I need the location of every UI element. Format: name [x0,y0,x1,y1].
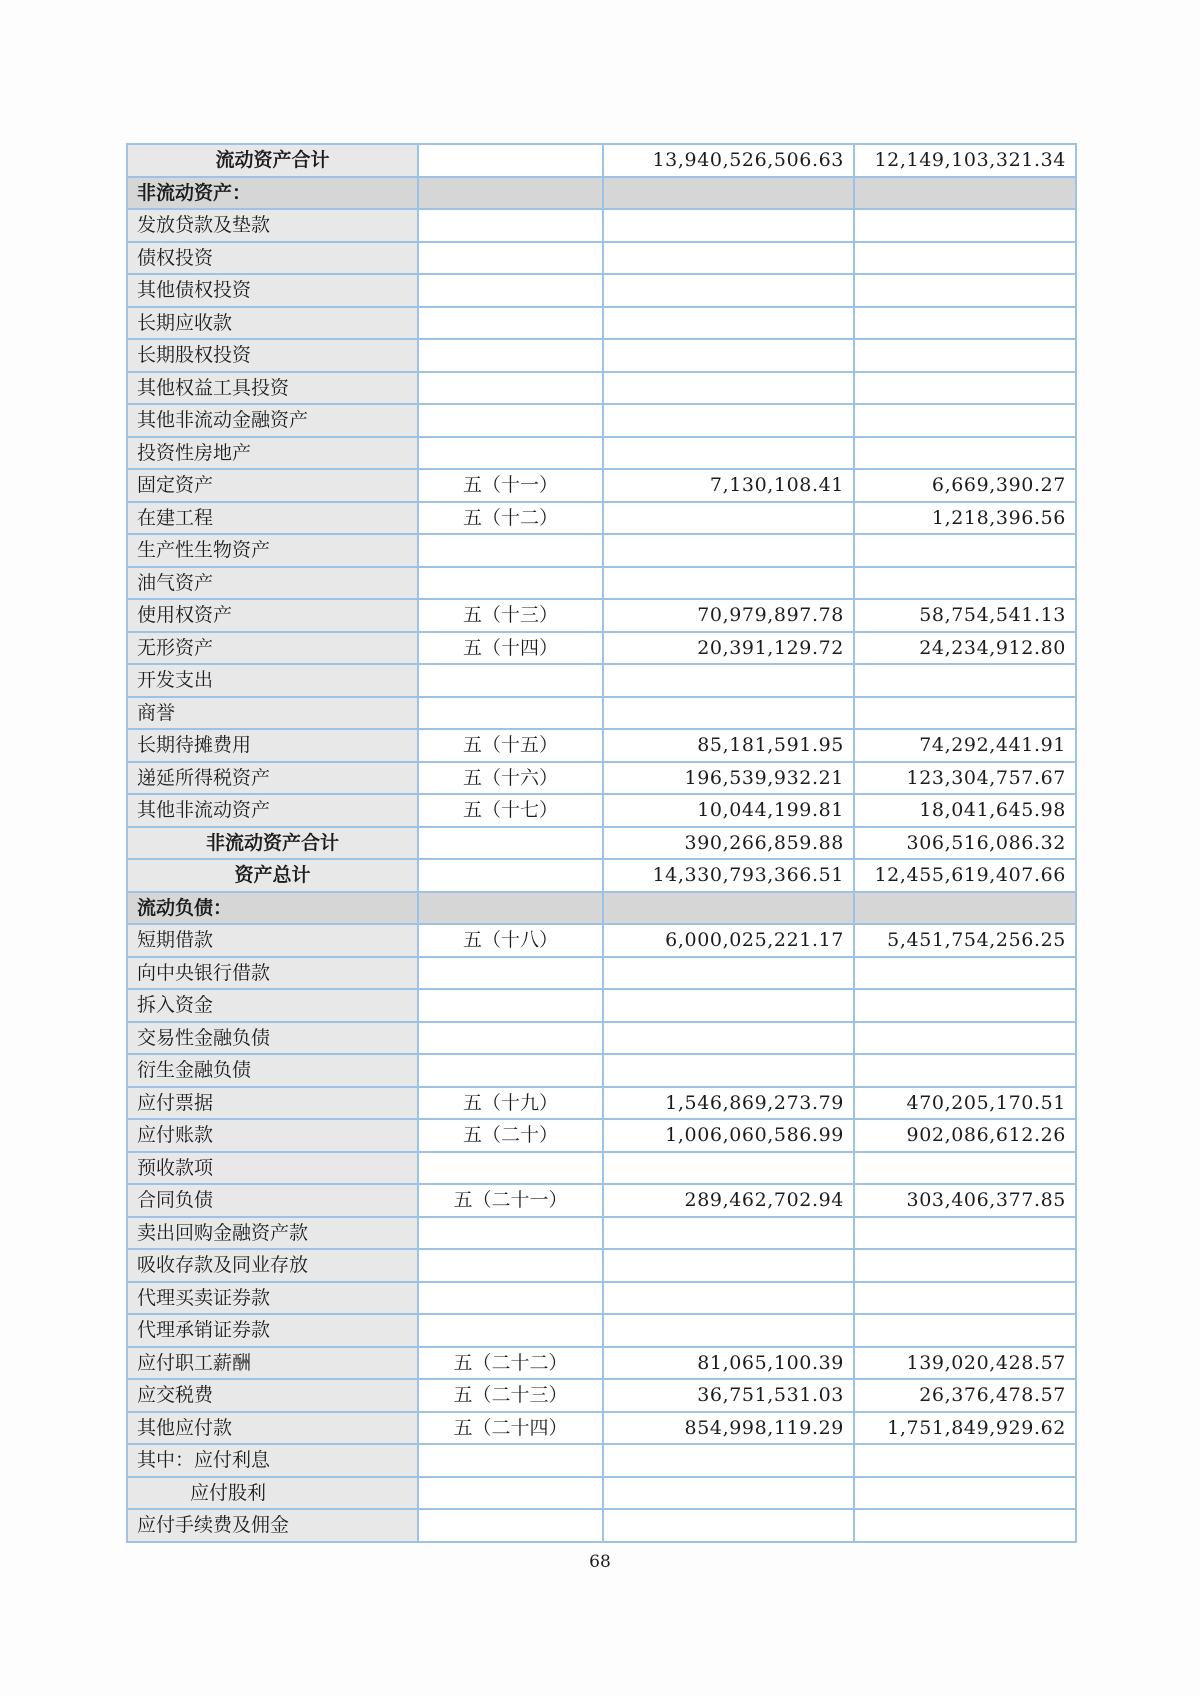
row-value-prior: 306,516,086.32 [854,827,1076,860]
table-row [127,729,1076,762]
table-row [127,1022,1076,1055]
row-note-ref [418,1314,603,1347]
row-note-ref [418,307,603,340]
table-row [127,404,1076,437]
table-row [127,1119,1076,1152]
row-value-prior: 12,149,103,321.34 [854,144,1076,177]
row-value-prior [854,242,1076,275]
row-note-ref: 五（十五） [418,729,603,762]
row-item-label: 递延所得税资产 [127,762,418,795]
row-value-current [603,339,854,372]
table-row [127,1087,1076,1120]
row-note-ref: 五（十六） [418,762,603,795]
row-item-label: 交易性金融负债 [127,1022,418,1055]
row-value-prior: 123,304,757.67 [854,762,1076,795]
row-value-current: 10,044,199.81 [603,794,854,827]
row-item-label: 流动负债： [127,892,418,925]
row-item-label: 应交税费 [127,1379,418,1412]
table-row [127,1379,1076,1412]
row-value-prior [854,1152,1076,1185]
row-value-current [603,892,854,925]
row-value-current [603,1249,854,1282]
row-value-prior [854,1022,1076,1055]
row-value-prior: 5,451,754,256.25 [854,924,1076,957]
row-note-ref [418,957,603,990]
row-item-label: 长期股权投资 [127,339,418,372]
row-item-label: 卖出回购金融资产款 [127,1217,418,1250]
row-note-ref: 五（十九） [418,1087,603,1120]
table-row [127,437,1076,470]
row-value-prior [854,274,1076,307]
row-item-label: 长期应收款 [127,307,418,340]
row-value-prior: 1,751,849,929.62 [854,1412,1076,1445]
row-value-current [603,567,854,600]
table-row [127,924,1076,957]
row-note-ref: 五（十七） [418,794,603,827]
row-note-ref [418,892,603,925]
row-value-current: 14,330,793,366.51 [603,859,854,892]
row-note-ref: 五（二十） [418,1119,603,1152]
row-value-prior [854,1217,1076,1250]
table-row [127,859,1076,892]
row-value-current: 20,391,129.72 [603,632,854,665]
row-item-label: 拆入资金 [127,989,418,1022]
row-note-ref [418,989,603,1022]
row-note-ref: 五（二十四） [418,1412,603,1445]
row-value-current [603,209,854,242]
row-item-label: 应付账款 [127,1119,418,1152]
table-row [127,1152,1076,1185]
row-value-prior [854,534,1076,567]
row-item-label: 其他非流动资产 [127,794,418,827]
row-value-current [603,664,854,697]
row-value-prior [854,404,1076,437]
row-item-label: 流动资产合计 [127,144,418,177]
row-value-current [603,307,854,340]
row-value-prior: 902,086,612.26 [854,1119,1076,1152]
row-value-prior: 18,041,645.98 [854,794,1076,827]
row-item-label: 非流动资产合计 [127,827,418,860]
row-value-current: 13,940,526,506.63 [603,144,854,177]
row-note-ref [418,209,603,242]
table-row [127,1444,1076,1477]
row-value-prior: 1,218,396.56 [854,502,1076,535]
balance-sheet [126,143,1077,1543]
row-value-current: 7,130,108.41 [603,469,854,502]
row-value-current [603,1152,854,1185]
row-note-ref [418,697,603,730]
row-item-label: 应付股利 [127,1477,418,1510]
row-value-current: 6,000,025,221.17 [603,924,854,957]
row-note-ref: 五（十二） [418,502,603,535]
table-row [127,534,1076,567]
table-row [127,1282,1076,1315]
row-value-current [603,437,854,470]
table-row [127,274,1076,307]
table-row [127,599,1076,632]
row-value-prior [854,437,1076,470]
row-value-current [603,242,854,275]
row-item-label: 应付手续费及佣金 [127,1509,418,1542]
row-note-ref [418,404,603,437]
row-item-label: 油气资产 [127,567,418,600]
row-note-ref [418,1022,603,1055]
row-value-prior [854,1249,1076,1282]
row-note-ref [418,1249,603,1282]
row-value-prior [854,957,1076,990]
row-value-current [603,1022,854,1055]
row-value-current [603,1217,854,1250]
row-value-prior [854,339,1076,372]
row-note-ref [418,1444,603,1477]
row-value-prior [854,209,1076,242]
row-item-label: 生产性生物资产 [127,534,418,567]
table-row [127,1412,1076,1445]
row-note-ref [418,1282,603,1315]
table-row [127,177,1076,210]
row-item-label: 在建工程 [127,502,418,535]
table-row [127,664,1076,697]
row-value-current: 1,546,869,273.79 [603,1087,854,1120]
row-value-current [603,989,854,1022]
row-value-prior [854,372,1076,405]
row-item-label: 无形资产 [127,632,418,665]
table-row [127,1184,1076,1217]
row-value-current [603,697,854,730]
table-row [127,827,1076,860]
balance-sheet-body [127,144,1076,1542]
row-value-current [603,1282,854,1315]
row-note-ref: 五（二十一） [418,1184,603,1217]
row-note-ref [418,664,603,697]
row-note-ref [418,437,603,470]
row-value-current [603,177,854,210]
row-value-prior [854,1444,1076,1477]
row-note-ref [418,1152,603,1185]
row-value-current [603,372,854,405]
row-value-prior: 12,455,619,407.66 [854,859,1076,892]
table-row [127,892,1076,925]
table-row [127,144,1076,177]
row-value-current [603,1444,854,1477]
row-value-current [603,1477,854,1510]
row-note-ref [418,534,603,567]
row-value-prior: 24,234,912.80 [854,632,1076,665]
row-item-label: 代理买卖证券款 [127,1282,418,1315]
row-value-prior [854,567,1076,600]
row-value-prior [854,1054,1076,1087]
row-note-ref: 五（二十二） [418,1347,603,1380]
table-row [127,989,1076,1022]
row-note-ref [418,1054,603,1087]
row-item-label: 应付票据 [127,1087,418,1120]
row-value-prior: 74,292,441.91 [854,729,1076,762]
row-value-prior [854,989,1076,1022]
row-note-ref [418,274,603,307]
table-row [127,1217,1076,1250]
row-value-prior: 139,020,428.57 [854,1347,1076,1380]
row-note-ref [418,859,603,892]
row-note-ref [418,827,603,860]
row-value-prior: 26,376,478.57 [854,1379,1076,1412]
page-number: 68 [589,1552,611,1572]
row-item-label: 吸收存款及同业存放 [127,1249,418,1282]
row-value-current: 854,998,119.29 [603,1412,854,1445]
row-value-prior [854,177,1076,210]
row-value-current [603,274,854,307]
row-value-prior [854,307,1076,340]
row-item-label: 非流动资产： [127,177,418,210]
row-value-current [603,502,854,535]
row-value-current [603,1509,854,1542]
table-row [127,469,1076,502]
table-row [127,1477,1076,1510]
table-row [127,697,1076,730]
row-value-current: 289,462,702.94 [603,1184,854,1217]
row-value-current: 196,539,932.21 [603,762,854,795]
table-row [127,1509,1076,1542]
row-value-prior: 303,406,377.85 [854,1184,1076,1217]
row-item-label: 资产总计 [127,859,418,892]
row-item-label: 其中：应付利息 [127,1444,418,1477]
row-note-ref [418,177,603,210]
row-value-prior [854,664,1076,697]
table-row [127,1347,1076,1380]
table-row [127,762,1076,795]
row-value-current [603,404,854,437]
row-value-prior: 6,669,390.27 [854,469,1076,502]
balance-sheet-table [126,143,1077,1543]
row-item-label: 投资性房地产 [127,437,418,470]
row-value-current [603,1054,854,1087]
table-row [127,1314,1076,1347]
table-row [127,307,1076,340]
row-item-label: 合同负债 [127,1184,418,1217]
table-row [127,209,1076,242]
row-value-current: 390,266,859.88 [603,827,854,860]
row-note-ref [418,1217,603,1250]
row-value-current: 36,751,531.03 [603,1379,854,1412]
row-value-prior [854,1282,1076,1315]
row-item-label: 预收款项 [127,1152,418,1185]
row-item-label: 长期待摊费用 [127,729,418,762]
row-item-label: 其他非流动金融资产 [127,404,418,437]
row-item-label: 开发支出 [127,664,418,697]
row-item-label: 固定资产 [127,469,418,502]
row-note-ref [418,1477,603,1510]
table-row [127,1249,1076,1282]
table-row [127,1054,1076,1087]
row-note-ref [418,567,603,600]
row-value-current [603,534,854,567]
row-note-ref [418,372,603,405]
table-row [127,502,1076,535]
row-value-current [603,957,854,990]
row-value-prior [854,892,1076,925]
row-item-label: 短期借款 [127,924,418,957]
row-note-ref: 五（二十三） [418,1379,603,1412]
row-value-prior [854,697,1076,730]
row-item-label: 债权投资 [127,242,418,275]
row-item-label: 使用权资产 [127,599,418,632]
row-note-ref: 五（十三） [418,599,603,632]
row-value-prior [854,1477,1076,1510]
row-note-ref: 五（十一） [418,469,603,502]
row-value-current [603,1314,854,1347]
row-note-ref: 五（十八） [418,924,603,957]
row-note-ref: 五（十四） [418,632,603,665]
row-value-current: 81,065,100.39 [603,1347,854,1380]
row-item-label: 商誉 [127,697,418,730]
row-value-current: 85,181,591.95 [603,729,854,762]
row-value-prior [854,1314,1076,1347]
row-item-label: 应付职工薪酬 [127,1347,418,1380]
row-value-prior: 470,205,170.51 [854,1087,1076,1120]
row-note-ref [418,144,603,177]
table-row [127,372,1076,405]
table-row [127,567,1076,600]
table-row [127,794,1076,827]
row-item-label: 发放贷款及垫款 [127,209,418,242]
row-value-prior: 58,754,541.13 [854,599,1076,632]
table-row [127,242,1076,275]
table-row [127,339,1076,372]
row-value-current: 1,006,060,586.99 [603,1119,854,1152]
row-note-ref [418,242,603,275]
row-item-label: 其他应付款 [127,1412,418,1445]
row-item-label: 其他债权投资 [127,274,418,307]
row-item-label: 向中央银行借款 [127,957,418,990]
row-item-label: 代理承销证券款 [127,1314,418,1347]
row-value-current: 70,979,897.78 [603,599,854,632]
table-row [127,632,1076,665]
row-item-label: 衍生金融负债 [127,1054,418,1087]
row-note-ref [418,1509,603,1542]
row-note-ref [418,339,603,372]
row-item-label: 其他权益工具投资 [127,372,418,405]
row-value-prior [854,1509,1076,1542]
table-row [127,957,1076,990]
